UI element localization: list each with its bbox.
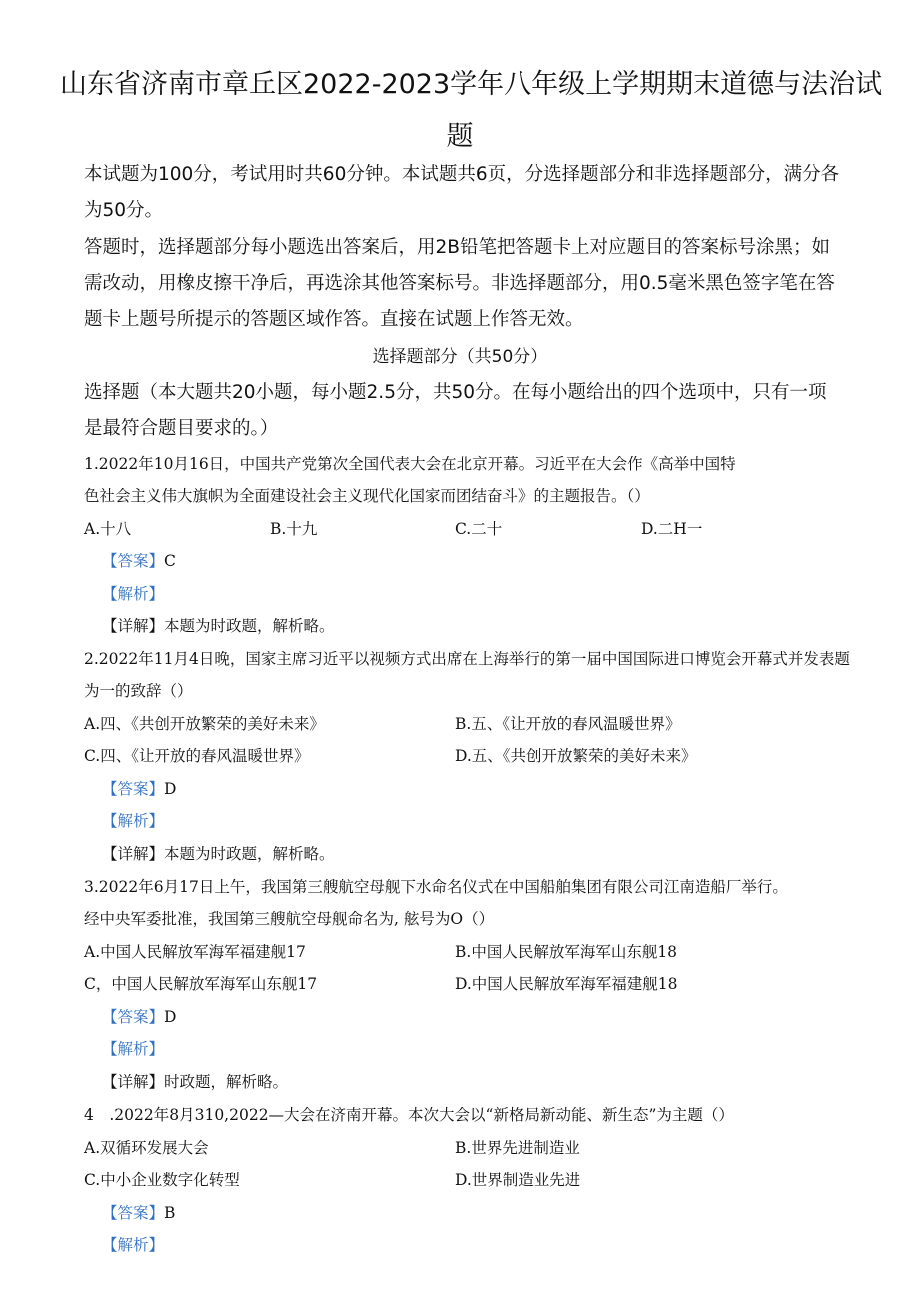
answer-line xyxy=(102,1005,176,1027)
answer-value: D xyxy=(164,780,177,798)
intro-line: 答题时，选择题部分每小题选出答案后，用2B铅笔把答题卡上对应题目的答案标号涂黑；如 xyxy=(84,237,830,258)
question-stem: 3.2022年6月17日上午，我国第三艘航空母舰下水命名仪式在中国船舶集团有限公司江南造船厂举行。 xyxy=(84,878,788,896)
analysis-line xyxy=(102,1037,164,1059)
intro-line: 题卡上题号所提示的答题区域作答。直接在试题上作答无效。 xyxy=(84,309,584,330)
answer-line xyxy=(102,1201,175,1223)
question-stem: 经中央军委批准，我国第三艘航空母舰命名为, 舷号为O（） xyxy=(84,910,495,928)
option-d: D.五、《共创开放繁荣的美好未来》 xyxy=(455,747,697,765)
answer-line xyxy=(102,777,176,799)
question-stem: 1.2022年10月16日，中国共产党第次全国代表大会在北京开幕。习近平在大会作《高举中国特 xyxy=(84,455,736,473)
option-a: A.四、《共创开放繁荣的美好未来》 xyxy=(84,715,325,733)
option-d: D.中国人民解放军海军福建舰18 xyxy=(455,975,678,993)
detail-label: 【详解】 xyxy=(102,617,165,635)
analysis-label: 【解析】 xyxy=(102,1236,165,1254)
detail-label: 【详解】 xyxy=(102,1073,165,1091)
analysis-line xyxy=(102,582,164,604)
section-title: 选择题部分（共50分） xyxy=(372,347,548,367)
option-a: A.十八 xyxy=(84,520,132,538)
page-title: 山东省济南市章丘区2022-2023学年八年级上学期期末道德与法治试 xyxy=(60,69,883,100)
detail-label: 【详解】 xyxy=(102,845,165,863)
detail-text: 时政题，解析略。 xyxy=(164,1073,289,1091)
question-stem: 为一的致辞（） xyxy=(84,682,193,700)
intro-line: 为50分。 xyxy=(84,200,164,221)
answer-line xyxy=(102,549,176,571)
question-stem: 色社会主义伟大旗帜为全面建设社会主义现代化国家而团结奋斗》的主题报告。（） xyxy=(84,487,650,505)
option-d: D.二H一 xyxy=(641,520,703,538)
section-intro-line: 是最符合题目要求的。） xyxy=(84,418,279,439)
option-a: A.中国人民解放军海军福建舰17 xyxy=(84,943,306,961)
answer-label: 【答案】 xyxy=(102,552,165,570)
analysis-label: 【解析】 xyxy=(102,812,165,830)
question-stem: 4 .2022年8月310,2022—大会在济南开幕。本次大会以“新格局新动能、新生态”为主题（） xyxy=(84,1106,734,1124)
detail-line xyxy=(102,614,335,636)
option-b: B.中国人民解放军海军山东舰18 xyxy=(455,943,678,961)
detail-line xyxy=(102,842,335,864)
answer-label: 【答案】 xyxy=(102,1008,165,1026)
answer-label: 【答案】 xyxy=(102,780,165,798)
option-c: C，中国人民解放军海军山东舰17 xyxy=(84,975,318,993)
option-b: B.十九 xyxy=(270,520,318,538)
answer-label: 【答案】 xyxy=(102,1204,165,1222)
detail-text: 本题为时政题，解析略。 xyxy=(164,617,335,635)
intro-line: 本试题为100分，考试用时共60分钟。本试题共6页，分选择题部分和非选择题部分，满分各 xyxy=(84,164,840,185)
answer-value: D xyxy=(164,1008,177,1026)
analysis-line xyxy=(102,809,164,831)
option-b: B.五、《让开放的春风温暖世界》 xyxy=(455,715,681,733)
option-c: C.二十 xyxy=(455,520,503,538)
option-c: C.中小企业数字化转型 xyxy=(84,1171,240,1189)
analysis-label: 【解析】 xyxy=(102,1040,165,1058)
detail-text: 本题为时政题，解析略。 xyxy=(164,845,335,863)
analysis-label: 【解析】 xyxy=(102,585,165,603)
option-c: C.四、《让开放的春风温暖世界》 xyxy=(84,747,310,765)
analysis-line xyxy=(102,1233,164,1255)
page-title-continued: 题 xyxy=(446,121,474,152)
answer-value: C xyxy=(164,552,176,570)
option-a: A.双循环发展大会 xyxy=(84,1139,209,1157)
question-stem: 2.2022年11月4日晚，国家主席习近平以视频方式出席在上海举行的第一届中国国际进口博览会开幕式并发表题 xyxy=(84,650,850,668)
detail-line xyxy=(102,1070,288,1092)
option-b: B.世界先进制造业 xyxy=(455,1139,580,1157)
answer-value: B xyxy=(164,1204,176,1222)
option-d: D.世界制造业先进 xyxy=(455,1171,581,1189)
section-intro-line: 选择题（本大题共20小题，每小题2.5分，共50分。在每小题给出的四个选项中，只有一项 xyxy=(84,382,827,403)
intro-line: 需改动，用橡皮擦干净后，再选涂其他答案标号。非选择题部分，用0.5毫米黑色签字笔在答 xyxy=(84,273,835,294)
